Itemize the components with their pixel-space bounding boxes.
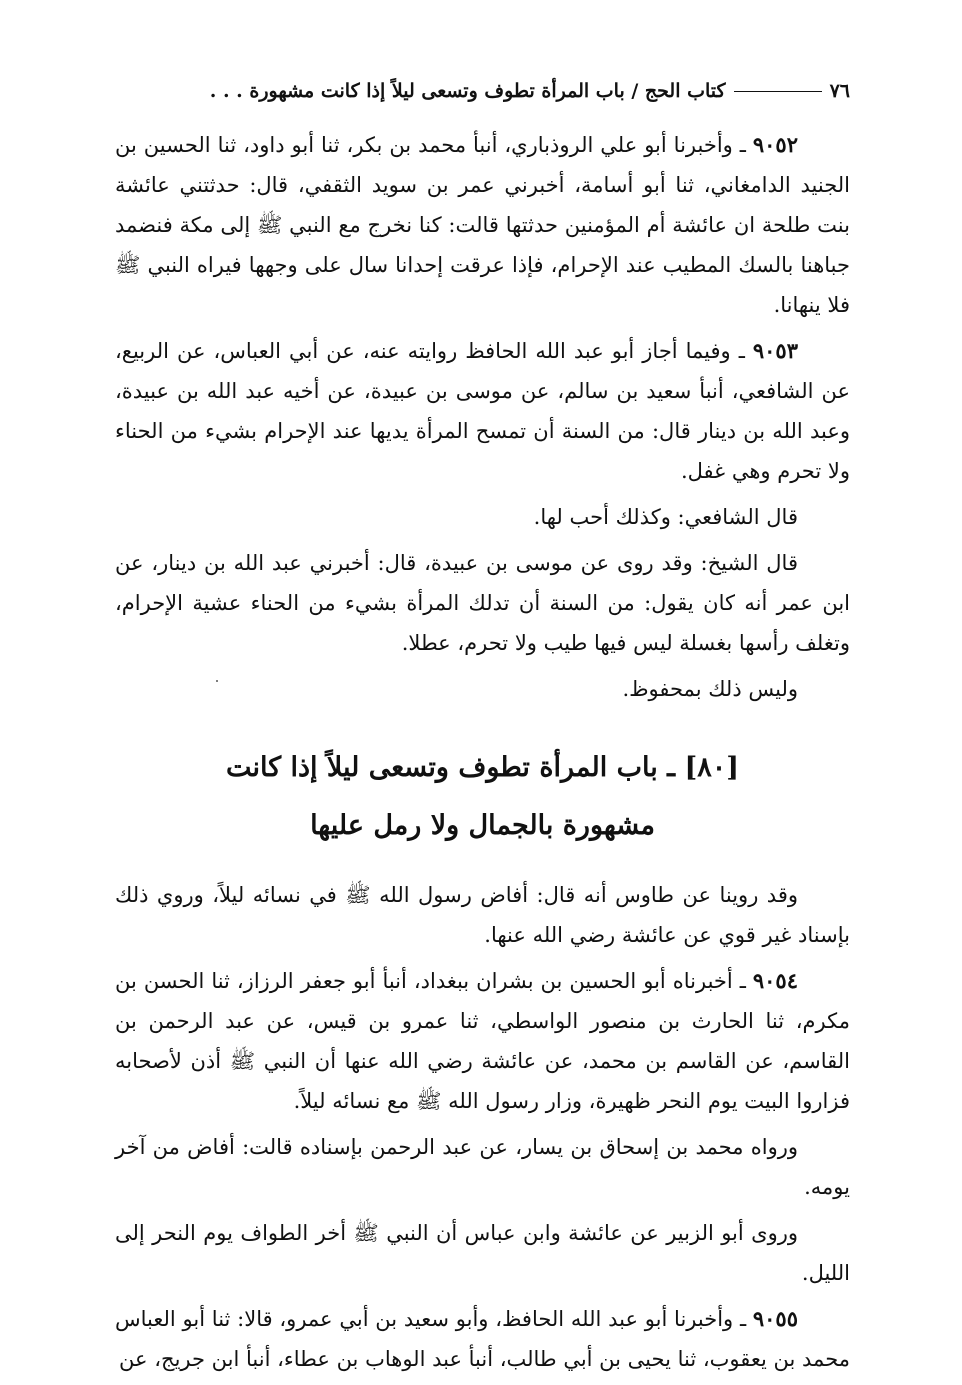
- hadith-number: ٩٠٥٤: [752, 968, 798, 993]
- shafii-comment: [115, 497, 850, 537]
- hadith-9055: [115, 1299, 850, 1379]
- paragraph-text: قال الشيخ: وقد روى عن موسى بن عبيدة، قال: أخبرني عبد الله بن دينار، عن ابن عمر أنه كان يقول: من السنة أن تدلك المرأة بشيء من الحناء عشية الإحرام، وتغلف رأسها بغسلة ليس فيها طيب ولا تحرم، عطلا.: [115, 551, 850, 655]
- print-speck: [216, 680, 218, 682]
- shaykh-comment: [115, 543, 850, 663]
- tawus-report: [115, 875, 850, 955]
- chapter-heading-line-2: مشهورة بالجمال ولا رمل عليها: [310, 810, 655, 841]
- hadith-text: ـ وفيما أجاز أبو عبد الله الحافظ روايته عنه، عن أبي العباس، عن الربيع، عن الشافعي، أنبأ سعيد بن سالم، عن موسى بن عبيدة، عن أخيه عبد الله بن عبيدة، وعبد الله بن دينار قال: من السنة أن تمسح المرأة يديها عند الإحرام بشيء من الحناء ولا تحرم وهي غفل.: [115, 339, 850, 483]
- page-number: ٧٦: [829, 80, 850, 102]
- hadith-9052: [115, 125, 850, 325]
- hadith-number: ٩٠٥٣: [752, 338, 798, 363]
- page-body: [115, 125, 850, 1385]
- hadith-text: ـ وأخبرنا أبو عبد الله الحافظ، وأبو سعيد بن أبي عمرو، قالا: ثنا أبو العباس محمد بن يعقوب، ثنا يحيى بن أبي طالب، أنبأ عبد الوهاب بن عطاء، أنبأ ابن جريج، عن: [115, 1307, 850, 1371]
- hadith-number: ٩٠٥٥: [752, 1306, 798, 1331]
- running-header: [82, 78, 850, 104]
- paragraph-text: ورواه محمد بن إسحاق بن يسار، عن عبد الرحمن بإسناده قالت: أفاض من آخر يومه.: [115, 1135, 850, 1199]
- hadith-text: ـ وأخبرنا أبو علي الروذباري، أنبأ محمد بن بكر، ثنا أبو داود، ثنا الحسين بن الجنيد الدامغاني، ثنا أبو أسامة، أخبرني عمر بن سويد الثقفي، قال: حدثتني عائشة بنت طلحة ان عائشة أم المؤمنين حدثتها قالت: كنا نخرج مع النبي ﷺ إلى مكة فنضمد جباهنا بالسك المطيب عند الإحرام، فإذا عرقت إحدانا سال على وجهها فيراه النبي ﷺ فلا ينهانا.: [115, 133, 850, 317]
- note-not-preserved: [115, 669, 850, 709]
- paragraph-text: وليس ذلك بمحفوظ.: [622, 677, 798, 701]
- header-title: كتاب الحج / باب المرأة تطوف وتسعى ليلاً إذا كانت مشهورة . . .: [209, 80, 726, 102]
- hadith-9053: [115, 331, 850, 491]
- chapter-heading: [115, 739, 850, 855]
- hadith-9054: [115, 961, 850, 1121]
- paragraph-text: وروى أبو الزبير عن عائشة وابن عباس أن النبي ﷺ أخر الطواف يوم النحر إلى الليل.: [115, 1221, 850, 1285]
- hadith-number: ٩٠٥٢: [752, 132, 798, 157]
- paragraph-text: قال الشافعي: وكذلك أحب لها.: [533, 505, 798, 529]
- abu-zubayr-report: [115, 1213, 850, 1293]
- chapter-heading-line-1: [٨٠] ـ باب المرأة تطوف وتسعى ليلاً إذا كانت: [225, 752, 740, 783]
- paragraph-text: وقد روينا عن طاوس أنه قال: أفاض رسول الله ﷺ في نسائه ليلاً، وروي ذلك بإسناد غير قوي عن عائشة رضي الله عنها.: [115, 883, 850, 947]
- hadith-text: ـ أخبرناه أبو الحسين بن بشران ببغداد، أنبأ أبو جعفر الرزاز، ثنا الحسن بن مكرم، ثنا الحارث بن منصور الواسطي، ثنا عمرو بن قيس، عن عبد الرحمن بن القاسم، عن القاسم بن محمد، عن عائشة رضي الله عنها أن النبي ﷺ أذن لأصحابه فزاروا البيت يوم النحر ظهيرة، وزار رسول الله ﷺ مع نسائه ليلاً.: [115, 969, 850, 1113]
- ibn-ishaq-report: [115, 1127, 850, 1207]
- header-rule: [734, 91, 822, 92]
